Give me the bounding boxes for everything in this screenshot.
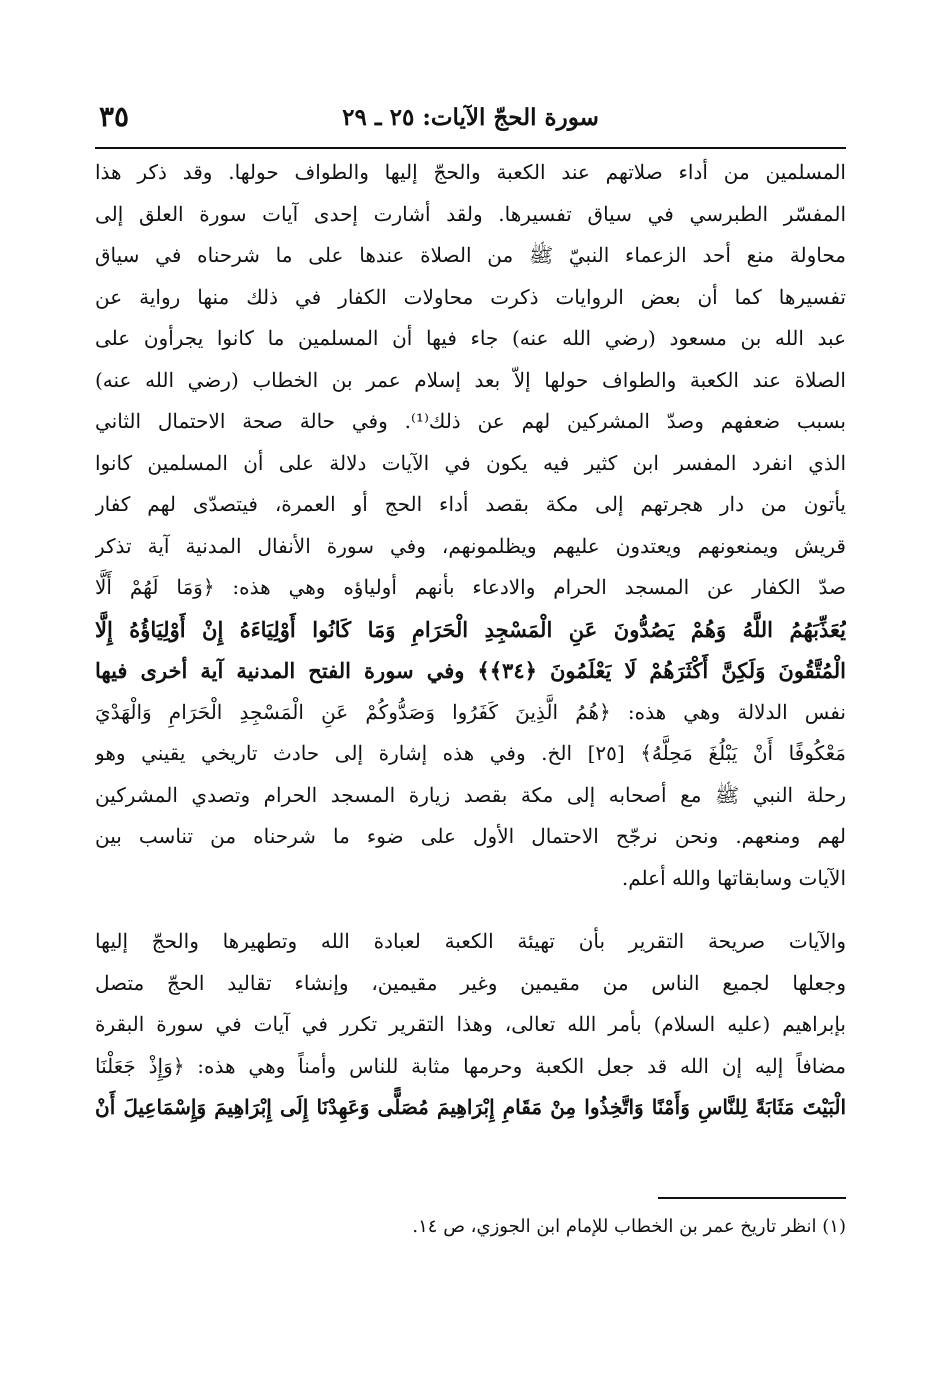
quran-verse-line: الْمُتَّقُونَ وَلَكِنَّ أَكْثَرَهُمْ لَا يَعْلَمُونَ ﴿٣٤﴾﴾ وفي سورة الفتح المدنية آية أخرى فيها <box>95 658 846 683</box>
text-line: المسلمين من أداء صلاتهم عند الكعبة والحجّ إليها والطواف حولها. وقد ذكر هذا <box>95 160 846 184</box>
text-line: بإبراهيم (عليه السلام) بأمر الله تعالى، وهذا التقرير تكرر في آيات في سورة البقرة <box>95 1012 846 1036</box>
text-line: المفسّر الطبرسي في سياق تفسيرها. ولقد أشارت إحدى آيات سورة العلق إلى <box>95 201 846 226</box>
text-line: الصلاة عند الكعبة والطواف حولها إلاّ بعد إسلام عمر بن الخطاب (رضي الله عنه) <box>95 367 846 392</box>
chapter-title: سورة الحجّ الآيات: ٢٥ ـ ٢٩ <box>342 104 599 131</box>
text-line: مضافاً إليه إن الله قد جعل الكعبة وحرمها مثابة للناس وأمناً وهي هذه: ﴿وَإِذْ جَعَلْنَا <box>95 1053 846 1078</box>
page-number: ٣٥ <box>99 100 130 133</box>
text-line: محاولة منع أحد الزعماء النبيّ ﷺ من الصلاة عندها على ما شرحناه في سياق <box>95 243 846 267</box>
footnote-divider <box>658 1197 846 1199</box>
text-line: صدّ الكفار عن المسجد الحرام والادعاء بأنهم أولياؤه وهي هذه: ﴿وَمَا لَهُمْ أَلَّا <box>95 575 846 599</box>
text-line: وجعلها لجميع الناس من مقيمين وغير مقيمين، وإنشاء تقاليد الحجّ متصل <box>95 970 846 995</box>
text-line: بسبب ضعفهم وصدّ المشركين لهم عن ذلك⁽¹⁾. وفي حالة صحة الاحتمال الثاني <box>95 409 846 433</box>
text-line: الذي انفرد المفسر ابن كثير فيه يكون في الآيات دلالة على أن المسلمين كانوا <box>95 450 846 475</box>
text-line: الآيات وسابقاتها والله أعلم. <box>621 865 846 890</box>
footnote: (١) انظر تاريخ عمر بن الخطاب للإمام ابن الجوزي، ص ١٤. <box>412 1216 846 1237</box>
main-text <box>95 152 846 1129</box>
header-divider <box>95 147 846 149</box>
paragraph-gap <box>95 899 846 921</box>
quran-verse-line: الْبَيْتَ مَثَابَةً لِلنَّاسِ وَأَمْنًا وَاتَّخِذُوا مِنْ مَقَامِ إِبْرَاهِيمَ مُصَلًّى وَعَهِدْنَا إِلَى إِبْرَاهِيمَ وَإِسْمَاعِيلَ أَنْ <box>95 1095 846 1119</box>
text-line: يأتون من دار هجرتهم إلى مكة بقصد أداء الحج أو العمرة، فيتصدّى لهم كفار <box>95 492 846 516</box>
text-line: مَعْكُوفًا أَنْ يَبْلُغَ مَحِلَّهُ﴾ [٢٥] الخ. وفي هذه إشارة إلى حادث تاريخي يقيني وهو <box>95 741 846 765</box>
text-line: رحلة النبي ﷺ مع أصحابه إلى مكة بقصد زيارة المسجد الحرام وتصدي المشركين <box>95 782 846 807</box>
text-line: تفسيرها كما أن بعض الروايات ذكرت محاولات الكفار في ذلك منها رواية عن <box>95 284 846 309</box>
running-header <box>95 96 846 146</box>
quran-verse-line: يُعَذِّبَهُمُ اللَّهُ وَهُمْ يَصُدُّونَ عَنِ الْمَسْجِدِ الْحَرَامِ وَمَا كَانُوا أَوْلِيَاءَهُ إِنْ أَوْلِيَاؤُهُ إِلَّا <box>95 616 846 642</box>
text-line: عبد الله بن مسعود (رضي الله عنه) جاء فيها أن المسلمين ما كانوا يجرأون على <box>95 326 846 350</box>
text-line: نفس الدلالة وهي هذه: ﴿هُمُ الَّذِينَ كَفَرُوا وَصَدُّوكُمْ عَنِ الْمَسْجِدِ الْحَرَامِ وَالْهَدْيَ <box>95 699 846 724</box>
text-line: والآيات صريحة التقرير بأن تهيئة الكعبة لعبادة الله وتطهيرها والحجّ إليها <box>95 929 846 953</box>
text-line: لهم ومنعهم. ونحن نرجّح الاحتمال الأول على ضوء ما شرحناه من تناسب بين <box>95 824 846 848</box>
text-line: قريش ويمنعونهم ويعتدون عليهم ويظلمونهم، وفي سورة الأنفال المدنية آية تذكر <box>95 533 846 558</box>
